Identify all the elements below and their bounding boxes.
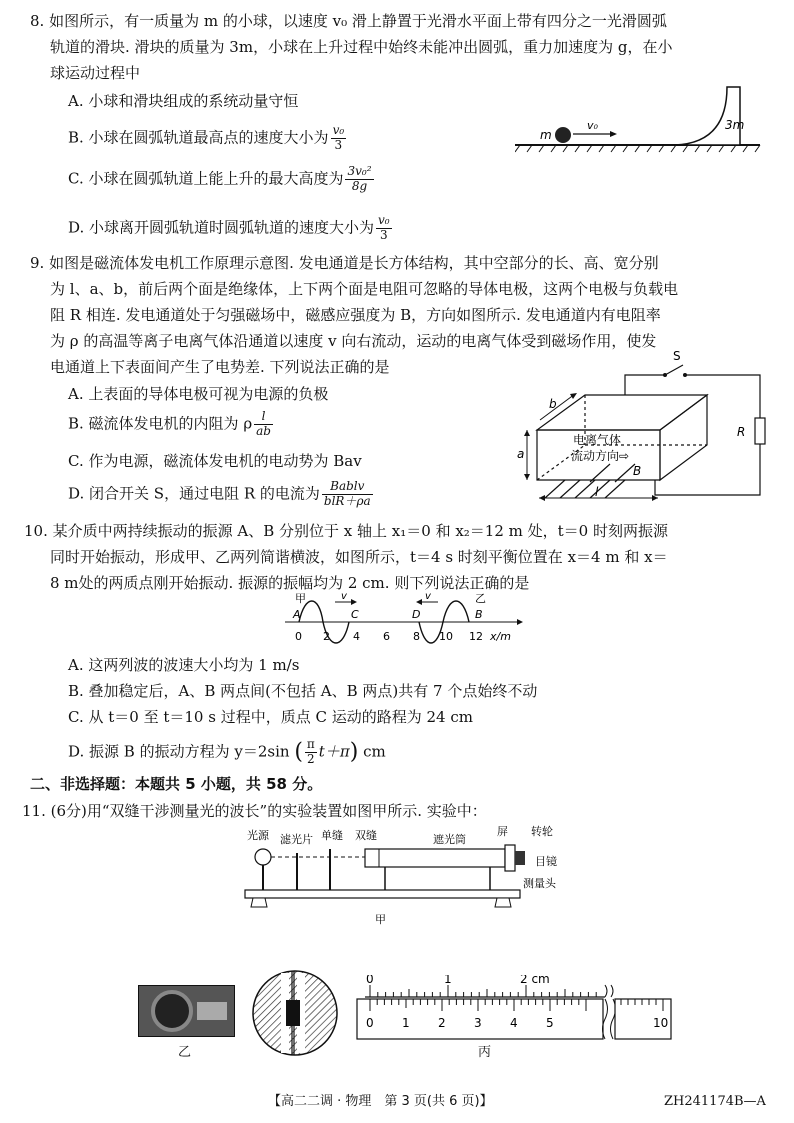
q11-label-single: 单缝 [321, 829, 343, 842]
section-2-heading: 二、非选择题：本题共 5 小题，共 58 分。 [30, 775, 323, 793]
q10-stem-line2: 同时开始振动，形成甲、乙两列简谐横波，如图所示，t＝4 s 时刻平衡位置在 x＝4 m 和 x＝ [50, 548, 668, 566]
q11-main-scale-ticks [370, 985, 596, 997]
q9-stem-line3: 阻 R 相连. 发电通道处于匀强磁场中，磁感应强度为 B，方向如图所示. 发电通道内有电阻率 [50, 306, 661, 324]
page-footer: 【高二二调 · 物理 第 3 页(共 6 页)】 [268, 1094, 493, 1109]
q9-gas-label-1: 电离气体 [573, 433, 622, 447]
q11-apparatus-figure [235, 825, 575, 930]
q8-stem-line3: 球运动过程中 [50, 64, 141, 82]
q11-vernier-4: 4 [510, 1016, 518, 1030]
q8-ball [555, 127, 571, 143]
q8-slider-block [675, 87, 740, 145]
q11-yi-photo [138, 985, 235, 1037]
q9-option-b: B. 磁流体发电机的内阻为 ρ $\frac{l}{ab}$ [68, 409, 271, 438]
q11-reticle [250, 968, 340, 1058]
q10-tick-8: 8 [413, 630, 420, 643]
q10-option-c: C. 从 t＝0 至 t＝10 s 过程中，质点 C 运动的路程为 24 cm [68, 708, 473, 726]
q10-velocity-2: v [425, 591, 431, 602]
q11-light-source [255, 849, 271, 865]
q10-point-d: D [412, 608, 421, 621]
q9-resistor-label: R [737, 425, 746, 439]
q9-b-field-arrows [545, 464, 635, 498]
q11-measuring-head [505, 845, 515, 871]
q11-main-scale-0: 0 [366, 975, 374, 986]
q11-stem: 11. (6分)用“双缝干涉测量光的波长”的实验装置如图甲所示. 实验中： [22, 802, 487, 820]
q11-label-head: 测量头 [523, 877, 556, 890]
q11-main-scale-2: 2 cm [520, 975, 550, 986]
q10-stem-line3: 8 m处的两质点刚开始振动. 振源的振幅均为 2 cm. 则下列说法正确的是 [50, 574, 530, 592]
q11-label-filter: 滤光片 [280, 833, 313, 846]
q11-vernier-3: 3 [474, 1016, 482, 1030]
q9-stem-line4: 为 ρ 的高温等离子电离气体沿通道以速度 v 向右流动，运动的电离气体受到磁场作用，使发 [50, 332, 657, 350]
q11-label-wheel: 转轮 [531, 825, 553, 838]
q8-velocity-label: v₀ [587, 119, 598, 132]
q11-vernier-0: 0 [366, 1016, 374, 1030]
q9-resistor [755, 418, 765, 444]
q11-main-scale-1: 1 [444, 975, 452, 986]
q11-vernier-10: 10 [653, 1016, 669, 1030]
q9-gas-label-2: 流动方向⇨ [571, 449, 630, 463]
q8-option-d: D. 小球离开圆弧轨道时圆弧轨道的速度大小为 $\frac{\text{v₀}}{3}$ [68, 213, 390, 242]
q9-switch [665, 365, 683, 375]
q10-point-c: C [351, 608, 359, 621]
q10-velocity-1: v [341, 591, 347, 602]
q8-figure [515, 85, 765, 155]
q9-a-label: a [517, 447, 525, 461]
q11-label-eyepiece: 目镜 [535, 855, 557, 868]
q9-option-a: A. 上表面的导体电极可视为电源的负极 [68, 385, 329, 403]
q11-vernier-5: 5 [546, 1016, 554, 1030]
q11-rail [245, 890, 520, 898]
q11-vernier-2: 2 [438, 1016, 446, 1030]
q10-label-jia: 甲 [295, 592, 306, 605]
q11-vernier-1: 1 [402, 1016, 410, 1030]
q8-option-c: C. 小球在圆弧轨道上能上升的最大高度为 $\frac{\text{3v₀²}}{8g}$ [68, 164, 372, 193]
q9-option-d: D. 闭合开关 S，通过电阻 R 的电流为 $\frac{\text{Bablv}}{\text{blR＋ρa}}$ [68, 479, 371, 508]
q11-eyepiece [515, 851, 525, 865]
q9-b-label: B [633, 464, 642, 478]
q11-label-screen: 屏 [497, 825, 508, 838]
q11-caption-bing: 丙 [478, 1045, 492, 1060]
q9-channel-box [537, 395, 707, 480]
q10-option-a: A. 这两列波的波速大小均为 1 m/s [68, 656, 300, 674]
q9-option-c: C. 作为电源，磁流体发电机的电动势为 Bav [68, 452, 362, 470]
q8-option-a: A. 小球和滑块组成的系统动量守恒 [68, 92, 299, 110]
q11-label-double: 双缝 [355, 829, 377, 842]
q10-tick-10: 10 [439, 630, 453, 643]
q8-option-b: B. 小球在圆弧轨道最高点的速度大小为 $\frac{\text{v₀}}{3}$ [68, 123, 345, 152]
q11-tube [365, 849, 505, 867]
q8-stem-line2: 轨道的滑块. 滑块的质量为 3m，小球在上升过程中始终未能冲出圆弧，重力加速度为 g，在小 [50, 38, 673, 56]
q11-label-light: 光源 [247, 829, 269, 842]
q8-ball-label: m [540, 128, 552, 142]
q10-option-b: B. 叠加稳定后，A、B 两点间(不包括 A、B 两点)共有 7 个点始终不动 [68, 682, 538, 700]
q9-figure [515, 350, 770, 510]
q10-option-d: D. 振源 B 的振动方程为 y＝2sin ( $\frac{\pi}{2}$ t＋π) cm [68, 737, 386, 766]
q10-stem-line1: 10. 某介质中两持续振动的振源 A、B 分别位于 x 轴上 x₁＝0 和 x₂＝12 m 处，t＝0 时刻两振源 [24, 522, 668, 540]
q11-label-tube: 遮光筒 [433, 833, 466, 846]
q9-switch-label: S [673, 350, 681, 363]
q10-point-b: B [475, 608, 483, 621]
q10-wave-figure [285, 590, 525, 650]
q8-stem-line1: 8. 如图所示，有一质量为 m 的小球，以速度 v₀ 滑上静置于光滑水平面上带有四分之一光滑圆弧 [30, 12, 667, 30]
q9-stem-line1: 9. 如图是磁流体发电机工作原理示意图. 发电通道是长方体结构，其中空部分的长、高、宽分别 [30, 254, 659, 272]
q10-point-a: A [293, 608, 301, 621]
q10-label-yi: 乙 [475, 592, 486, 605]
q10-tick-6: 6 [383, 630, 390, 643]
q9-stem-line2: 为 l、a、b，前后两个面是绝缘体，上下两个面是电阻可忽略的导体电极，这两个电极与负载电 [50, 280, 679, 298]
q10-tick-12: 12 [469, 630, 483, 643]
q11-vernier-figure [355, 975, 675, 1045]
q11-caption-jia: 甲 [375, 913, 386, 926]
q11-caption-yi: 乙 [178, 1045, 192, 1060]
q9-b-dim-label: b [549, 397, 557, 411]
page-code: ZH241174B—A [664, 1094, 766, 1109]
q10-x-unit: x/m [490, 630, 511, 643]
q10-tick-2: 2 [323, 630, 330, 643]
q10-tick-4: 4 [353, 630, 360, 643]
q9-stem-line5: 电通道上下表面间产生了电势差. 下列说法正确的是 [50, 358, 390, 376]
q8-block-label: 3m [725, 118, 745, 132]
q9-l-label: l [595, 485, 599, 499]
q10-tick-0: 0 [295, 630, 302, 643]
q10-tick-labels [295, 630, 511, 643]
